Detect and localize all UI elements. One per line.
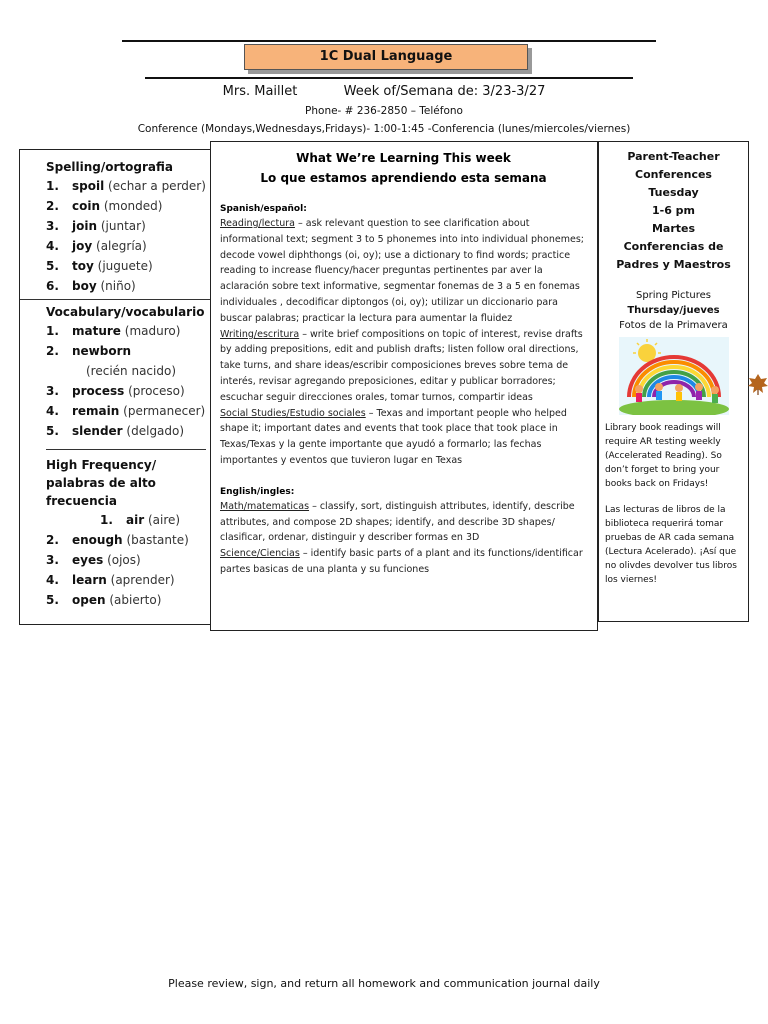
vocabulary-list: [46, 321, 214, 441]
word-lists-panel: [19, 149, 215, 625]
item-word: mature: [72, 324, 121, 338]
item-number: 2.: [46, 533, 59, 547]
reading-paragraph: [220, 216, 587, 327]
word-list-item: [46, 321, 214, 341]
conference-announcement: [605, 148, 742, 274]
math-subject: Math/matematicas: [220, 500, 310, 512]
pictures-line: Spring Pictures: [635, 290, 712, 301]
item-word: joy: [72, 239, 93, 253]
item-translation: (delgado): [126, 424, 185, 438]
reading-subject: Reading/lectura: [220, 218, 295, 229]
item-word: coin: [72, 199, 101, 213]
autumn-leaf-icon: [748, 373, 768, 395]
writing-paragraph: [220, 327, 587, 406]
item-number: 4.: [46, 404, 59, 418]
item-number: 2.: [46, 344, 59, 358]
item-number: 2.: [46, 199, 59, 213]
divider: [46, 449, 206, 450]
science-text: – identify basic parts of a plant and its functions/identificar partes basicas de una planta y su funciones: [220, 548, 583, 575]
learning-panel: [210, 141, 598, 631]
item-translation: (proceso): [128, 384, 185, 398]
pictures-line: Thursday/jueves: [627, 305, 720, 316]
word-list-item: [46, 570, 214, 590]
word-list-item: [46, 381, 214, 401]
item-word: enough: [72, 533, 123, 547]
item-translation: (aprender): [110, 573, 175, 587]
pictures-announcement: [605, 288, 742, 333]
ptc-line: Conferences: [635, 168, 712, 181]
item-word: slender: [72, 424, 123, 438]
word-list-item: [46, 421, 214, 441]
item-word: spoil: [72, 179, 105, 193]
word-list-item: [46, 236, 214, 256]
math-paragraph: [220, 499, 587, 546]
item-number: 4.: [46, 573, 59, 587]
item-translation: (aire): [147, 513, 181, 527]
item-word: join: [72, 219, 98, 233]
math-text: – classify, sort, distinguish attributes, identify, describe attributes, and compose 2D shapes; identify, and describe 3D shapes/ clasificar, ordenar, distinguir y describer formas en 3D: [220, 500, 575, 544]
item-translation: (permanecer): [123, 404, 206, 418]
item-translation: (echar a perder): [108, 179, 206, 193]
ptc-line: Tuesday: [648, 186, 699, 199]
item-word: air: [126, 513, 145, 527]
reading-text: – ask relevant question to see clarification about informational text; segment 3 to 5 phonemes into into individual phonemes; decode vowel diphthongs (oi, oy); use a dictionary to find words; practice reading to increase fluency/hacer preguntas pertinentes par aver la aclaración sobre text informative, segmentar fonemas de 3 a 5 en fonemas individuales , decodificar diptongos (oi, oy); utilizar un diccionario para buscar palabras; practicar la lectura para aumentar la fluidez: [220, 218, 584, 324]
item-number: 1.: [100, 513, 113, 527]
item-translation: (alegría): [96, 239, 147, 253]
item-number: 3.: [46, 553, 59, 567]
spring-rainbow-illustration: [619, 337, 729, 415]
item-word: remain: [72, 404, 120, 418]
word-list-item: [46, 510, 214, 530]
hf-title-line: palabras de alto: [46, 476, 156, 490]
item-translation: (bastante): [126, 533, 189, 547]
writing-text: – write brief compositions on topic of interest, revise drafts by adding prepositions, edit and publish drafts; listen follow oral directions, take turns, and share ideas/escribir composiciones breves sobre tema de interés, revisar agregando preposiciones, editar y publicar borradores; escuchar seguir direcciones orales, tomar turnos, compartir ideas: [220, 328, 583, 403]
item-word: newborn: [72, 344, 132, 358]
spelling-title: Spelling/ortografia: [46, 160, 173, 174]
spelling-list: [46, 176, 214, 296]
item-number: 1.: [46, 324, 59, 338]
library-note-es: Las lecturas de libros de la biblioteca requerirá tomar pruebas de AR cada semana (Lectura Acelerado). ¡Así que no olivdes devolver tus libros los viernes!: [605, 505, 737, 585]
item-translation: (niño): [100, 279, 136, 293]
social-studies-text: – Texas and important people who helped shape it; important dates and events that took place that took place in Texas/Texas y la gente importante que ayudó a formarlo; las fechas importantes y eventos que tuvieron lugar en Texas: [220, 407, 567, 466]
hf-title-line: High Frequency/: [46, 458, 157, 472]
ptc-line: 1-6 pm: [651, 204, 696, 217]
science-subject: Science/Ciencias: [220, 548, 300, 560]
item-translation: (monded): [103, 199, 163, 213]
word-list-item: [46, 530, 214, 550]
english-label: English/ingles:: [220, 486, 295, 497]
ptc-line: Padres y Maestros: [616, 258, 731, 271]
item-word: boy: [72, 279, 97, 293]
phone-line: Phone- # 236-2850 – Teléfono: [305, 105, 463, 117]
learning-title-en: What We’re Learning This week: [296, 151, 511, 165]
item-number: 4.: [46, 239, 59, 253]
word-list-item: [46, 196, 214, 216]
item-word: eyes: [72, 553, 104, 567]
pictures-line: Fotos de la Primavera: [619, 320, 728, 331]
item-translation: (juguete): [97, 259, 153, 273]
ptc-line: Parent-Teacher: [627, 150, 720, 163]
item-word: toy: [72, 259, 94, 273]
announcements-panel: [598, 141, 749, 622]
word-list-item: [46, 176, 214, 196]
library-note-en: Library book readings will require AR testing weekly (Accelerated Reading). So don’t forget to bring your books back on Fridays!: [605, 423, 722, 489]
word-list-item: [46, 276, 214, 296]
learning-title-es: Lo que estamos aprendiendo esta semana: [260, 171, 547, 185]
item-number: 6.: [46, 279, 59, 293]
word-list-item: [46, 590, 214, 610]
divider: [20, 299, 214, 300]
item-word: process: [72, 384, 125, 398]
conference-line: Conference (Mondays,Wednesdays,Fridays)- 1:00-1:45 -Conferencia (lunes/miercoles/viernes): [137, 123, 631, 135]
social-studies-subject: Social Studies/Estudio sociales: [220, 407, 366, 419]
item-number: 3.: [46, 219, 59, 233]
item-translation: (juntar): [100, 219, 146, 233]
word-list-item: [46, 256, 214, 276]
ptc-line: Conferencias de: [623, 240, 724, 253]
item-number: 5.: [46, 593, 59, 607]
vocabulary-title: Vocabulary/vocabulario: [46, 305, 205, 319]
teacher-name: Mrs. Maillet: [222, 84, 298, 99]
teacher-week-line: [0, 84, 768, 99]
top-rule: [122, 40, 656, 42]
item-translation: (abierto): [109, 593, 162, 607]
footer-note: Please review, sign, and return all homework and communication journal daily: [168, 977, 600, 990]
week-range: Week of/Semana de: 3/23-3/27: [343, 84, 546, 99]
item-number: 5.: [46, 259, 59, 273]
header-rule: [145, 77, 633, 79]
item-translation: (recién nacido): [86, 364, 176, 378]
item-translation: (maduro): [124, 324, 181, 338]
ptc-line: Martes: [651, 222, 696, 235]
science-paragraph: [220, 546, 587, 578]
word-list-item: [46, 361, 214, 381]
item-number: 3.: [46, 384, 59, 398]
word-list-item: [46, 401, 214, 421]
hf-title-line: frecuencia: [46, 494, 117, 508]
item-word: learn: [72, 573, 107, 587]
item-number: 1.: [46, 179, 59, 193]
social-studies-paragraph: [220, 406, 587, 469]
page-title: 1C Dual Language: [244, 44, 528, 70]
spanish-label: Spanish/español:: [220, 204, 307, 214]
word-list-item: [46, 216, 214, 236]
item-translation: (ojos): [107, 553, 141, 567]
item-word: open: [72, 593, 106, 607]
high-frequency-list: [46, 510, 214, 610]
writing-subject: Writing/escritura: [220, 328, 300, 340]
word-list-item: [46, 550, 214, 570]
item-number: 5.: [46, 424, 59, 438]
high-frequency-title: [46, 456, 214, 510]
word-list-item: [46, 341, 214, 361]
